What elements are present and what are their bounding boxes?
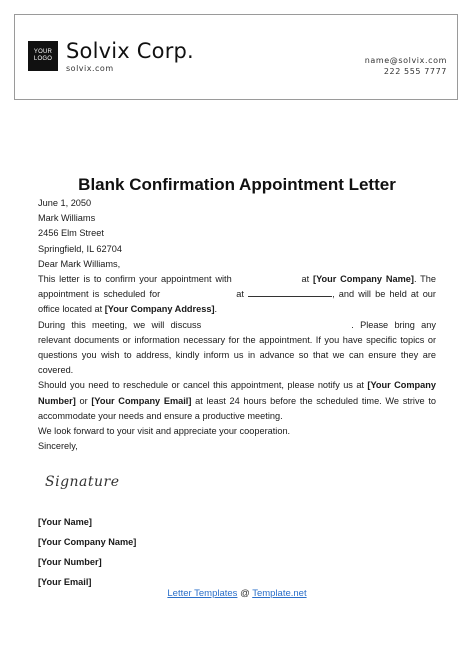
signature-block (38, 512, 136, 592)
letter-date: June 1, 2050 (38, 198, 92, 208)
paragraph-2-rest: relevant documents or information necessary for the appointment. If you have specific topics or questions you wish to address, kindly inform us in advance so that we can ensure they are covered. (38, 334, 436, 376)
time-blank (248, 288, 332, 297)
letter-body (38, 196, 436, 454)
recipient-street: 2456 Elm Street (38, 228, 104, 239)
paragraph-1-line-2: appointment is scheduled for at , and will be held at our (38, 289, 436, 300)
footer (0, 588, 474, 600)
template-net-link[interactable]: Template.net (252, 588, 307, 599)
footer-separator: @ (240, 588, 250, 599)
sig-company: [Your Company Name] (38, 537, 137, 547)
letter-templates-link[interactable]: Letter Templates (167, 588, 238, 599)
letter-title: Blank Confirmation Appointment Letter (78, 175, 396, 194)
company-website: solvix.com (66, 64, 114, 73)
paragraph-2-line-1: During this meeting, we will discuss . Please bring any (38, 319, 436, 330)
company-email-placeholder: [Your Company Email] (91, 395, 192, 406)
paragraph-3: Should you need to reschedule or cancel this appointment, please notify us at [Your Company Number] or [Your Company Email] at least 24 hours before the scheduled time. We strive to accommodate your needs and ensure a productive meeting. (38, 380, 436, 421)
contact-info (365, 55, 447, 77)
company-number-placeholder: [Your Company Number] (38, 380, 436, 406)
company-logo (28, 41, 58, 71)
logo-line1: YOUR (33, 49, 53, 55)
contact-phone: 222 555 7777 (383, 67, 447, 76)
letterhead (14, 14, 458, 100)
contact-email: name@solvix.com (364, 56, 447, 65)
sig-name: [Your Name] (38, 517, 92, 527)
recipient-name: Mark Williams (38, 213, 96, 224)
signature: Signature (45, 474, 120, 490)
company-name-placeholder: [Your Company Name] (313, 274, 414, 285)
recipient-city: Springfield, IL 62704 (38, 243, 122, 254)
logo-line2: LOGO (33, 56, 53, 62)
sig-email: [Your Email] (38, 577, 92, 587)
closing: Sincerely, (38, 441, 78, 452)
salutation: Dear Mark Williams, (38, 258, 121, 269)
sig-number: [Your Number] (38, 557, 102, 567)
company-address-placeholder: [Your Company Address] (104, 304, 215, 315)
company-name: Solvix Corp. (66, 39, 194, 63)
paragraph-4: We look forward to your visit and appreciate your cooperation. (38, 426, 291, 437)
paragraph-1-line-3: office located at [Your Company Address]. (38, 304, 218, 315)
paragraph-1-line-1: This letter is to confirm your appointment with at [Your Company Name]. The (38, 274, 436, 285)
